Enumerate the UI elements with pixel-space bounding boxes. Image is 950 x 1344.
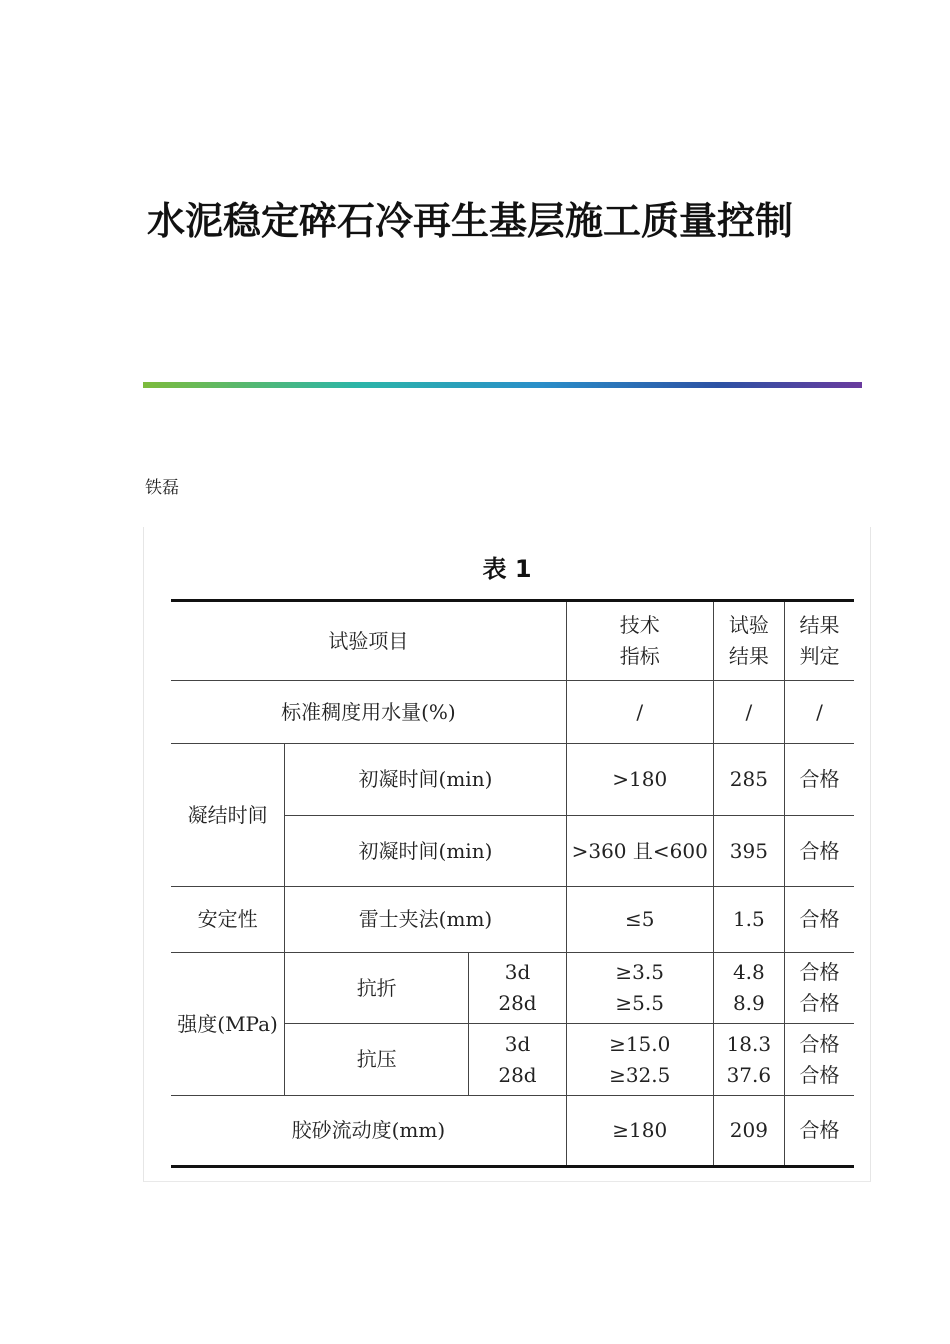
compressive-result-28d: 37.6 bbox=[726, 1062, 772, 1087]
header-result-line1: 试验 bbox=[728, 613, 769, 637]
compressive-spec-3d: ≥15.0 bbox=[609, 1031, 671, 1056]
flexural-spec-28d: ≥5.5 bbox=[615, 991, 664, 1015]
flexural-judge-3d: 合格 bbox=[799, 960, 840, 984]
setting-final-judge: 合格 bbox=[785, 816, 854, 887]
water-label: 标准稠度用水量(%) bbox=[171, 681, 566, 744]
setting-initial-judge: 合格 bbox=[785, 744, 854, 816]
fluidity-result: 209 bbox=[713, 1096, 784, 1167]
fluidity-label: 胶砂流动度(mm) bbox=[171, 1096, 566, 1167]
header-spec bbox=[566, 601, 713, 681]
flexural-label: 抗折 bbox=[285, 953, 469, 1024]
stability-judge: 合格 bbox=[785, 887, 854, 953]
flexural-result-28d: 8.9 bbox=[732, 991, 765, 1015]
stability-group-label: 安定性 bbox=[171, 887, 285, 953]
flexural-result-3d: 4.8 bbox=[732, 960, 765, 984]
header-spec-line1: 技术 bbox=[619, 613, 660, 637]
fluidity-judge: 合格 bbox=[785, 1096, 854, 1167]
table-row bbox=[171, 887, 854, 953]
compressive-judge-28d: 合格 bbox=[799, 1062, 840, 1087]
setting-final-spec: >360 且<600 bbox=[566, 816, 713, 887]
flexural-age-28d: 28d bbox=[498, 991, 537, 1015]
header-spec-line2: 指标 bbox=[619, 644, 660, 668]
flexural-judge-28d: 合格 bbox=[799, 991, 840, 1015]
compressive-judges bbox=[785, 1024, 854, 1096]
header-result bbox=[713, 601, 784, 681]
flexural-judges bbox=[785, 953, 854, 1024]
water-spec: / bbox=[566, 681, 713, 744]
table-row bbox=[171, 744, 854, 816]
header-judge bbox=[785, 601, 854, 681]
flexural-specs bbox=[566, 953, 713, 1024]
header-item: 试验项目 bbox=[171, 601, 566, 681]
header-result-line2: 结果 bbox=[728, 644, 769, 668]
test-results-table bbox=[171, 599, 854, 1168]
flexural-age-3d: 3d bbox=[504, 960, 531, 984]
table-caption: 表 1 bbox=[482, 555, 532, 583]
compressive-ages bbox=[469, 1024, 567, 1096]
fluidity-spec: ≥180 bbox=[566, 1096, 713, 1167]
table-row bbox=[171, 953, 854, 1024]
title-divider bbox=[143, 382, 862, 388]
setting-initial-label: 初凝时间(min) bbox=[285, 744, 567, 816]
header-judge-line2: 判定 bbox=[799, 644, 840, 668]
setting-group-label: 凝结时间 bbox=[171, 744, 285, 887]
water-judge: / bbox=[785, 681, 854, 744]
compressive-result-3d: 18.3 bbox=[726, 1031, 772, 1056]
stability-spec: ≤5 bbox=[566, 887, 713, 953]
stability-result: 1.5 bbox=[713, 887, 784, 953]
compressive-results bbox=[713, 1024, 784, 1096]
compressive-spec-28d: ≥32.5 bbox=[609, 1062, 671, 1087]
compressive-label: 抗压 bbox=[285, 1024, 469, 1096]
compressive-specs bbox=[566, 1024, 713, 1096]
table-row bbox=[171, 1096, 854, 1167]
author-name: 铁磊 bbox=[145, 478, 179, 498]
flexural-spec-3d: ≥3.5 bbox=[615, 960, 664, 984]
water-result: / bbox=[713, 681, 784, 744]
strength-group-label: 强度(MPa) bbox=[171, 953, 285, 1096]
stability-label: 雷士夹法(mm) bbox=[285, 887, 567, 953]
setting-initial-result: 285 bbox=[713, 744, 784, 816]
compressive-age-28d: 28d bbox=[498, 1062, 537, 1087]
table-figure bbox=[143, 527, 871, 1182]
table-row bbox=[171, 681, 854, 744]
setting-initial-spec: >180 bbox=[566, 744, 713, 816]
table-header-row bbox=[171, 601, 854, 681]
setting-final-label: 初凝时间(min) bbox=[285, 816, 567, 887]
compressive-age-3d: 3d bbox=[504, 1031, 531, 1056]
setting-final-result: 395 bbox=[713, 816, 784, 887]
flexural-results bbox=[713, 953, 784, 1024]
compressive-judge-3d: 合格 bbox=[799, 1031, 840, 1056]
header-judge-line1: 结果 bbox=[799, 613, 840, 637]
document-title: 水泥稳定碎石冷再生基层施工质量控制 bbox=[147, 198, 794, 243]
flexural-ages bbox=[469, 953, 567, 1024]
